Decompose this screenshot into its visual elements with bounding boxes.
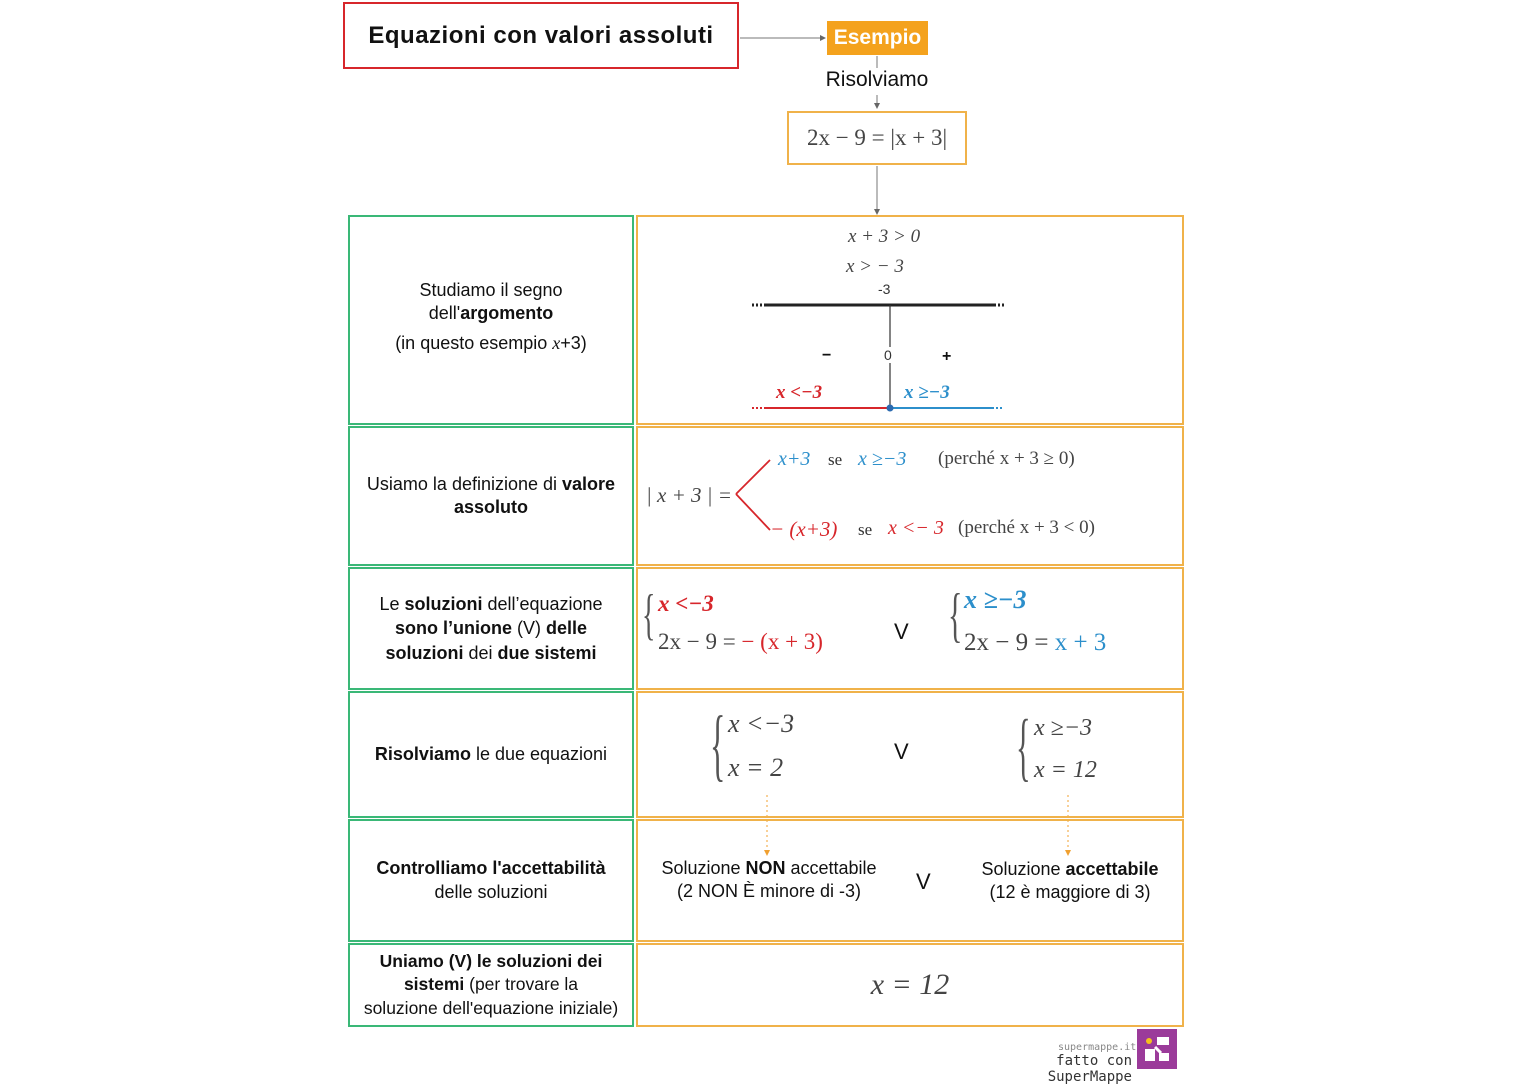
- final-result: x = 12: [870, 968, 950, 1001]
- step-text: le due equazioni: [470, 743, 608, 764]
- step-union-content: [636, 943, 1184, 1027]
- check-solution-1: [638, 857, 900, 904]
- step-text: Le: [379, 594, 405, 615]
- step-text: Studiamo il segno: [419, 279, 563, 300]
- page-title: Equazioni con valori assoluti: [343, 2, 739, 69]
- system1-line2: [658, 629, 823, 655]
- step-text-bold: Risolviamo: [374, 743, 471, 764]
- step-text: dell’equazione: [482, 594, 603, 615]
- minus-sign: −: [822, 347, 832, 364]
- example-tag: Esempio: [827, 21, 928, 55]
- footer-credit: fatto con SuperMappe: [1047, 1053, 1132, 1085]
- step-solve-content: [636, 691, 1184, 818]
- step-text: (per trovare la: [464, 974, 579, 995]
- step-text: dei: [463, 642, 498, 663]
- main-equation-text: 2x − 9 = |x + 3|: [806, 125, 948, 150]
- step-text: dell': [428, 303, 461, 323]
- step-text: soluzione dell'equazione iniziale): [363, 997, 619, 1018]
- check-reason: (12 è maggiore di 3): [989, 882, 1151, 903]
- step-text: (V): [511, 618, 546, 639]
- abs-lhs: | x + 3 | =: [646, 483, 732, 507]
- step-systems-content: [636, 567, 1184, 690]
- main-equation: [787, 111, 967, 165]
- number-line-point-label: -3: [878, 281, 891, 297]
- union-symbol: V: [894, 739, 909, 764]
- step-solve-label: [348, 691, 634, 818]
- system1-line2-rhs: − (x + 3): [741, 629, 823, 654]
- plus-sign: +: [942, 348, 952, 365]
- solved2-line1: x ≥−3: [1034, 715, 1093, 741]
- step-text-math: x: [552, 333, 561, 354]
- step-text-bold: soluzioni: [404, 594, 483, 615]
- case2-se: se: [858, 520, 873, 539]
- step-sign-study-label: [348, 215, 634, 425]
- check-text: Soluzione: [981, 859, 1066, 879]
- check-reason: (2 NON È minore di -3): [676, 881, 862, 902]
- check-text-bold: accettabile: [1065, 859, 1159, 879]
- step-text: delle soluzioni: [434, 881, 548, 902]
- system2-line2: [964, 629, 1106, 657]
- system2-line1: x ≥−3: [964, 585, 1027, 614]
- check-text: accettabile: [785, 858, 877, 878]
- system1-line2-lhs: 2x − 9 =: [658, 629, 742, 654]
- footer-site: supermappe.it: [1058, 1042, 1137, 1053]
- step-sign-study-content: [636, 215, 1184, 425]
- union-symbol: V: [894, 619, 909, 644]
- supermappe-logo-icon: [1137, 1029, 1177, 1069]
- case2-reason: (perché x + 3 < 0): [958, 517, 1095, 538]
- case1-expression: x+3: [778, 448, 811, 470]
- step-definition-content: [636, 426, 1184, 566]
- step-text-bold: Uniamo (V) le soluzioni dei: [379, 950, 603, 971]
- step-text-bold: soluzioni: [385, 642, 464, 663]
- check-text-bold: NON: [745, 858, 786, 878]
- check-text: Soluzione: [661, 858, 746, 878]
- step-definition-label: [348, 426, 634, 566]
- step-text-bold: sistemi: [403, 974, 465, 995]
- solved1-line2: x = 2: [728, 753, 784, 782]
- inequality-2: x > − 3: [846, 256, 904, 277]
- solved2-brace: {: [1016, 705, 1031, 789]
- case1-condition: x ≥−3: [858, 448, 907, 470]
- left-region-label: x <−3: [776, 382, 823, 403]
- step-text-bold: Controlliamo l'accettabilità: [376, 858, 606, 879]
- union-symbol: V: [916, 869, 931, 894]
- step-text-bold: valore assoluto: [453, 473, 616, 517]
- solved2-line2: x = 12: [1034, 757, 1097, 783]
- zero-label: 0: [884, 347, 892, 363]
- case2-expression: − (x+3): [770, 517, 838, 541]
- step-check-content: [636, 819, 1184, 942]
- step-systems-label: [348, 567, 634, 690]
- system2-line2-lhs: 2x − 9 =: [964, 629, 1055, 656]
- inequality-1: x + 3 > 0: [848, 226, 921, 247]
- step-text: Usiamo la definizione di: [366, 473, 563, 494]
- check-solution-2: [954, 858, 1186, 905]
- case2-condition: x <− 3: [888, 517, 944, 539]
- step-text: (in questo esempio: [395, 333, 553, 354]
- solved1-brace: {: [710, 701, 726, 789]
- step-text-bold: sono l’unione: [394, 618, 512, 639]
- step-union-label: [348, 943, 634, 1027]
- case1-se: se: [828, 450, 843, 469]
- solved1-line1: x <−3: [728, 709, 795, 738]
- step-text-bold: delle: [545, 618, 588, 639]
- solve-label: Risolviamo: [825, 68, 929, 91]
- step-text-bold: due sistemi: [497, 642, 597, 663]
- right-region-label: x ≥−3: [904, 382, 950, 403]
- system2-brace: {: [948, 582, 963, 648]
- step-check-label: [348, 819, 634, 942]
- system1-line1: x <−3: [658, 591, 714, 616]
- step-text: +3): [560, 333, 587, 354]
- case1-reason: (perché x + 3 ≥ 0): [938, 448, 1075, 469]
- system2-line2-rhs: x + 3: [1054, 629, 1107, 656]
- step-text-bold: argomento: [460, 303, 554, 323]
- system1-brace: {: [642, 584, 656, 646]
